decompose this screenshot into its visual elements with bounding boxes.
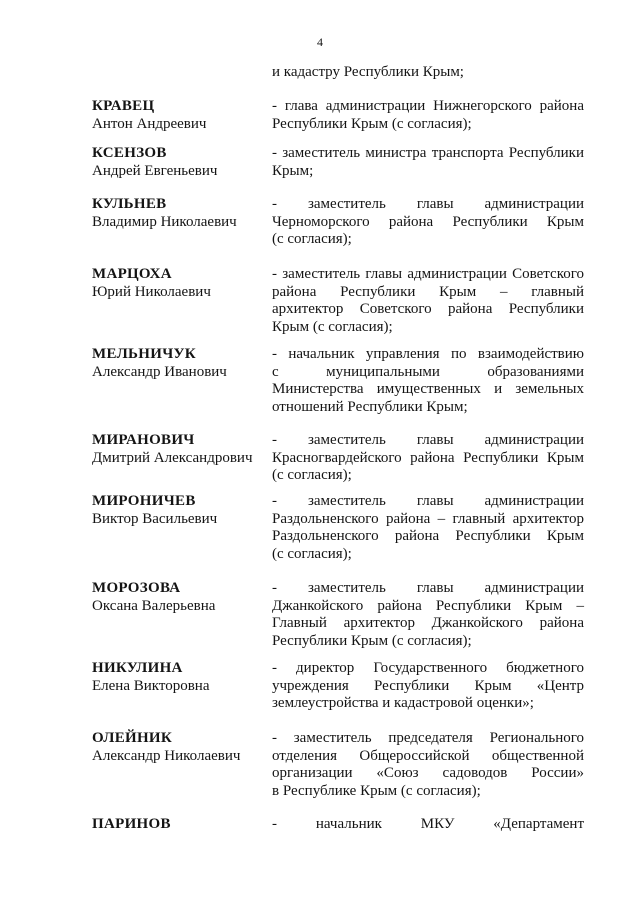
role-line: с муниципальными образованиями: [272, 363, 584, 380]
member-role: [272, 493, 584, 563]
member-surname: МАРЦОХА: [92, 266, 172, 282]
member-role: [272, 580, 584, 650]
member-surname: МОРОЗОВА: [92, 580, 181, 596]
role-line: Республики Крым (с согласия);: [272, 115, 472, 132]
role-line: - заместитель главы администрации: [272, 493, 584, 509]
member-name: [92, 580, 267, 615]
role-line: архитектор Советского района Республики: [272, 301, 584, 317]
role-line: организации «Союз садоводов России»: [272, 765, 584, 781]
member-given-name: Юрий Николаевич: [92, 283, 211, 300]
member-name: [92, 660, 267, 695]
member-name: [92, 432, 267, 467]
continuation-text: и кадастру Республики Крым;: [272, 64, 464, 80]
role-line: Республики Крым (с согласия);: [272, 632, 472, 649]
role-line: - начальник управления по взаимодействию: [272, 346, 584, 362]
role-line: Черноморского района Республики Крым: [272, 213, 584, 230]
role-line: - глава администрации Нижнегорского района: [272, 98, 584, 114]
role-line: (с согласия);: [272, 467, 352, 483]
member-given-name: Дмитрий Александрович: [92, 449, 253, 466]
member-given-name: Виктор Васильевич: [92, 510, 218, 527]
member-name: [92, 98, 267, 133]
member-given-name: Елена Викторовна: [92, 677, 210, 694]
role-line: - заместитель министра транспорта Республики: [272, 145, 584, 161]
role-line: - начальник МКУ «Департамент: [272, 816, 584, 832]
member-given-name: Владимир Николаевич: [92, 213, 237, 230]
role-line: - заместитель главы администрации: [272, 196, 584, 212]
member-surname: НИКУЛИНА: [92, 660, 183, 676]
role-line: - заместитель председателя Регионального: [272, 730, 584, 746]
role-line: землеустройства и кадастровой оценки»;: [272, 695, 534, 711]
member-surname: ОЛЕЙНИК: [92, 730, 173, 746]
member-role: [272, 145, 584, 180]
role-line: (с согласия);: [272, 545, 352, 562]
role-line: Джанкойского района Республики Крым –: [272, 597, 584, 614]
member-given-name: Антон Андреевич: [92, 115, 207, 132]
member-surname: КРАВЕЦ: [92, 98, 155, 114]
member-name: [92, 266, 267, 301]
member-role: [272, 816, 584, 834]
role-line: (с согласия);: [272, 231, 352, 247]
member-name: [92, 196, 267, 231]
member-given-name: Андрей Евгеньевич: [92, 162, 218, 179]
member-name: [92, 493, 267, 528]
member-role: [272, 432, 584, 485]
member-surname: МИРАНОВИЧ: [92, 432, 195, 448]
role-line: Крым (с согласия);: [272, 318, 393, 335]
member-name: [92, 346, 267, 381]
role-line: - директор Государственного бюджетного: [272, 660, 584, 676]
member-name: [92, 145, 267, 180]
role-line: Министерства имущественных и земельных: [272, 381, 584, 397]
role-line: отношений Республики Крым;: [272, 398, 468, 415]
member-given-name: Александр Николаевич: [92, 747, 241, 764]
member-surname: КСЕНЗОВ: [92, 145, 167, 161]
role-line: учреждения Республики Крым «Центр: [272, 677, 584, 694]
member-surname: ПАРИНОВ: [92, 816, 171, 832]
role-line: - заместитель главы администрации Советского: [272, 266, 584, 282]
member-name: [92, 730, 267, 765]
role-line: Раздольненского района – главный архитектор: [272, 510, 584, 527]
member-surname: МИРОНИЧЕВ: [92, 493, 196, 509]
member-role: [272, 266, 584, 336]
role-line: Крым;: [272, 162, 314, 179]
member-role: [272, 730, 584, 800]
member-name: [92, 816, 267, 834]
member-role: [272, 196, 584, 249]
member-role: [272, 660, 584, 713]
role-line: Раздольненского района Республики Крым: [272, 528, 584, 544]
role-line: отделения Общероссийской общественной: [272, 747, 584, 764]
role-line: - заместитель главы администрации: [272, 432, 584, 448]
role-line: в Республике Крым (с согласия);: [272, 782, 481, 799]
page-number: 4: [317, 35, 323, 49]
member-role: [272, 98, 584, 133]
role-line: Красногвардейского района Республики Крым: [272, 449, 584, 466]
member-given-name: Оксана Валерьевна: [92, 597, 216, 614]
member-role: [272, 346, 584, 416]
role-line: - заместитель главы администрации: [272, 580, 584, 596]
role-line: района Республики Крым – главный: [272, 283, 584, 300]
role-line: Главный архитектор Джанкойского района: [272, 615, 584, 631]
member-surname: МЕЛЬНИЧУК: [92, 346, 196, 362]
member-given-name: Александр Иванович: [92, 363, 227, 380]
member-surname: КУЛЬНЕВ: [92, 196, 167, 212]
